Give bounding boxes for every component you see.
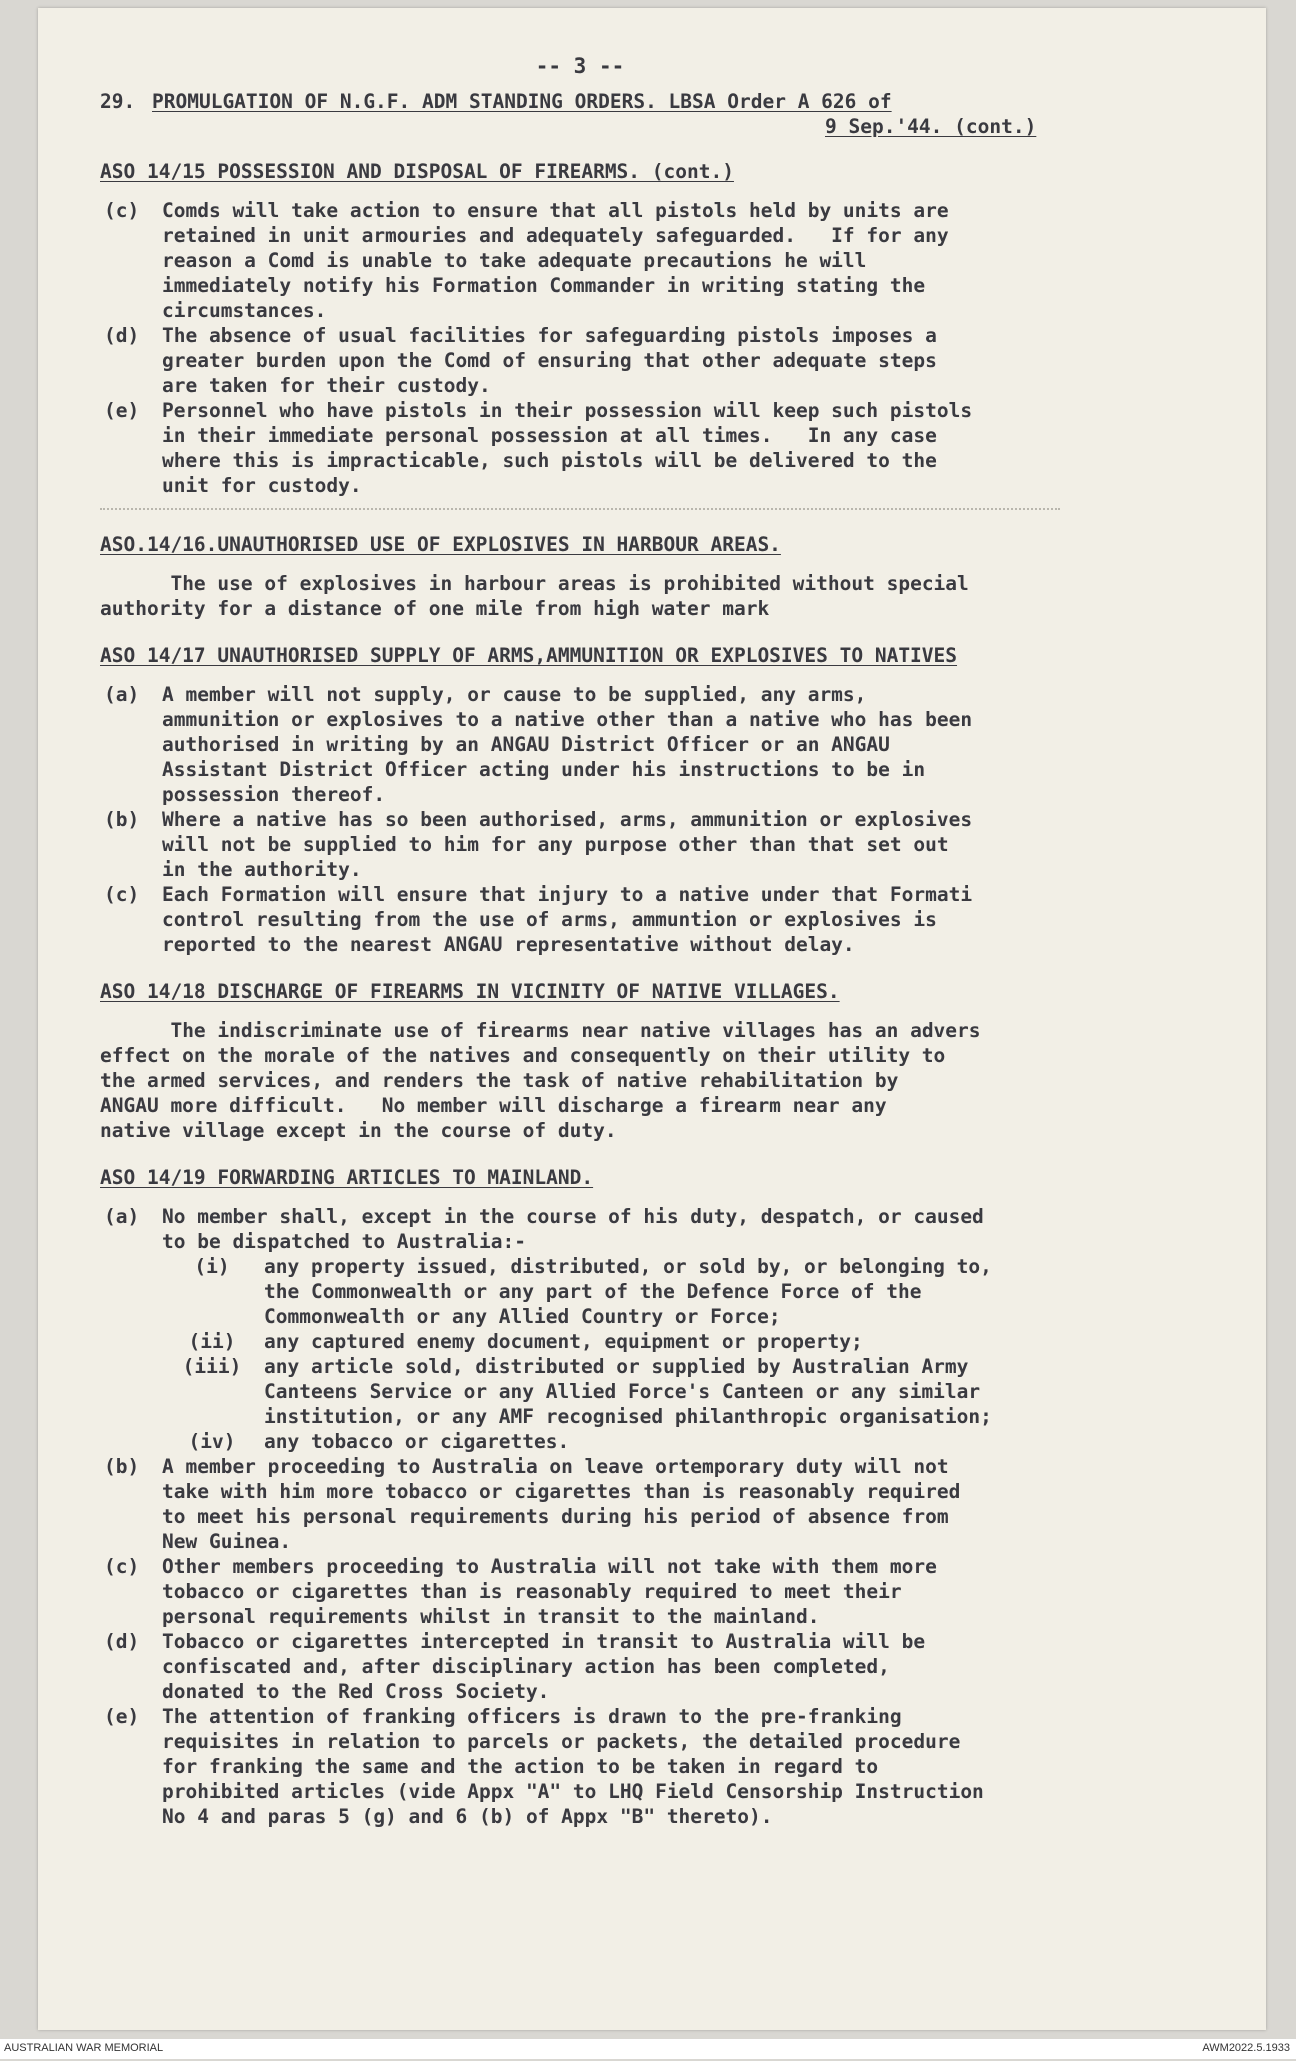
sub-item-label: (iii) bbox=[182, 1355, 242, 1378]
item-text: Personnel who have pistols in their possession will keep such pistols in their immediate personal possession at all times. In any case where this is impracticable, such pistols will be delivered to the unit for custody. bbox=[162, 399, 973, 497]
section-ref-14-18: ASO 14/18 DISCHARGE OF FIREARMS IN VICINITY OF NATIVE VILLAGES. bbox=[100, 980, 840, 1003]
sub-item bbox=[160, 1329, 1255, 1354]
section-paragraph: The indiscriminate use of firearms near native villages has an advers effect on the morale of the natives and consequently on their utility to the armed services, and renders the task of native rehabilitation by ANGAU more difficult. No member will discharge a firearm near any native village except in the course of duty. bbox=[100, 1019, 981, 1142]
heading-line bbox=[100, 89, 1255, 114]
section-ref-14-15: ASO 14/15 POSSESSION AND DISPOSAL OF FIREARMS. (cont.) bbox=[100, 160, 734, 183]
sub-item bbox=[160, 1354, 1255, 1429]
section-ref-14-19-line bbox=[100, 1165, 1255, 1190]
item-label: (c) bbox=[104, 1555, 140, 1578]
dotted-divider bbox=[100, 508, 1060, 510]
item-text: No member shall, except in the course of his duty, despatch, or caused to be dispatched to Australia:- bbox=[162, 1205, 984, 1253]
item-label: (c) bbox=[104, 199, 140, 222]
page-number: -- 3 -- bbox=[535, 54, 625, 78]
section-ref-14-16-line bbox=[100, 532, 1255, 557]
item-text: Tobacco or cigarettes intercepted in transit to Australia will be confiscated and, after disciplinary action has been completed, donated to the Red Cross Society. bbox=[162, 1630, 926, 1703]
list-item bbox=[100, 323, 1255, 398]
list-item bbox=[100, 807, 1255, 882]
item-text: Other members proceeding to Australia will not take with them more tobacco or cigarettes than is reasonably required to meet their personal requirements whilst in transit to the mainland. bbox=[162, 1555, 937, 1628]
sub-item-text: any property issued, distributed, or sold by, or belonging to, the Commonwealth or any part of the Defence Force of the Commonwealth or any Allied Country or Force; bbox=[264, 1255, 992, 1328]
item-label: (e) bbox=[104, 1705, 140, 1728]
sub-item-text: any tobacco or cigarettes. bbox=[264, 1430, 570, 1453]
section-ref-14-15-line bbox=[100, 159, 1255, 184]
section-ref-14-17-line bbox=[100, 643, 1255, 668]
heading-continuation: 9 Sep.'44. (cont.) bbox=[825, 115, 1037, 138]
heading-number: 29. bbox=[100, 90, 136, 113]
item-label: (a) bbox=[104, 683, 140, 706]
item-label: (e) bbox=[104, 399, 140, 422]
item-text: A member will not supply, or cause to be supplied, any arms, ammunition or explosives to a native other than a native who has been authorised in writing by an ANGAU District Officer or an ANGAU Assistant District Officer acting under his instructions to be in possession thereof. bbox=[162, 683, 973, 806]
sub-item bbox=[160, 1254, 1255, 1329]
sub-item-label: (iv) bbox=[188, 1430, 236, 1453]
list-item bbox=[100, 1454, 1255, 1554]
list-item bbox=[100, 1629, 1255, 1704]
item-label: (c) bbox=[104, 883, 140, 906]
item-text: The attention of franking officers is drawn to the pre-franking requisites in relation to parcels or packets, the detailed procedure for franking the same and the action to be taken in regard to prohibited articles (vide Appx "A" to LHQ Field Censorship Instruction No 4 and paras 5 (g) and 6 (b) of Appx "B" thereto). bbox=[162, 1705, 984, 1828]
item-text: The absence of usual facilities for safeguarding pistols imposes a greater burden upon the Comd of ensuring that other adequate steps are taken for their custody. bbox=[162, 324, 937, 397]
section-paragraph: The use of explosives in harbour areas is prohibited without special authority for a distance of one mile from high water mark bbox=[100, 572, 969, 620]
item-label: (b) bbox=[104, 1455, 140, 1478]
item-text: A member proceeding to Australia on leave ortemporary duty will not take with him more tobacco or cigarettes than is reasonably required to meet his personal requirements during his period of absence from New Guinea. bbox=[162, 1455, 961, 1553]
sub-item-text: any article sold, distributed or supplied by Australian Army Canteens Service or any Allied Force's Canteen or any similar institution, or any AMF recognised philanthropic organisation; bbox=[264, 1355, 992, 1428]
item-label: (a) bbox=[104, 1205, 140, 1228]
list-item bbox=[100, 198, 1255, 323]
section-ref-14-17: ASO 14/17 UNAUTHORISED SUPPLY OF ARMS,AMMUNITION OR EXPLOSIVES TO NATIVES bbox=[100, 644, 958, 667]
sub-item-text: any captured enemy document, equipment or property; bbox=[264, 1330, 863, 1353]
section-ref-14-19: ASO 14/19 FORWARDING ARTICLES TO MAINLAND. bbox=[100, 1166, 594, 1189]
section-ref-14-18-line bbox=[100, 979, 1255, 1004]
item-label: (d) bbox=[104, 324, 140, 347]
item-label: (b) bbox=[104, 808, 140, 831]
footer-bar bbox=[0, 2039, 1296, 2059]
item-text: Where a native has so been authorised, arms, ammunition or explosives will not be supplied to him for any purpose other than that set out in the authority. bbox=[162, 808, 973, 881]
list-item bbox=[100, 398, 1255, 498]
footer-credit: AUSTRALIAN WAR MEMORIAL bbox=[4, 2042, 164, 2054]
list-item bbox=[100, 1554, 1255, 1629]
list-item bbox=[100, 1704, 1255, 1829]
section-ref-14-16: ASO.14/16.UNAUTHORISED USE OF EXPLOSIVES IN HARBOUR AREAS. bbox=[100, 533, 781, 556]
footer-accession-number: AWM2022.5.1933 bbox=[1202, 2042, 1290, 2054]
sub-item bbox=[160, 1429, 1255, 1454]
item-text: Each Formation will ensure that injury to a native under that Formati control resulting from the use of arms, ammuntion or explosives is reported to the nearest ANGAU representative without delay. bbox=[162, 883, 973, 956]
list-item bbox=[100, 1204, 1255, 1254]
heading-title: PROMULGATION OF N.G.F. ADM STANDING ORDERS. LBSA Order A 626 of bbox=[152, 90, 892, 113]
heading-continuation-line bbox=[100, 114, 1255, 139]
list-item bbox=[100, 682, 1255, 807]
item-label: (d) bbox=[104, 1630, 140, 1653]
list-item bbox=[100, 882, 1255, 957]
sub-item-label: (ii) bbox=[188, 1330, 236, 1353]
sub-item-label: (i) bbox=[194, 1255, 230, 1278]
document-body bbox=[100, 54, 1255, 1829]
item-text: Comds will take action to ensure that all pistols held by units are retained in unit armouries and adequately safeguarded. If for any reason a Comd is unable to take adequate precautions he will immediately notify his Formation Commander in writing stating the circumstances. bbox=[162, 199, 949, 322]
